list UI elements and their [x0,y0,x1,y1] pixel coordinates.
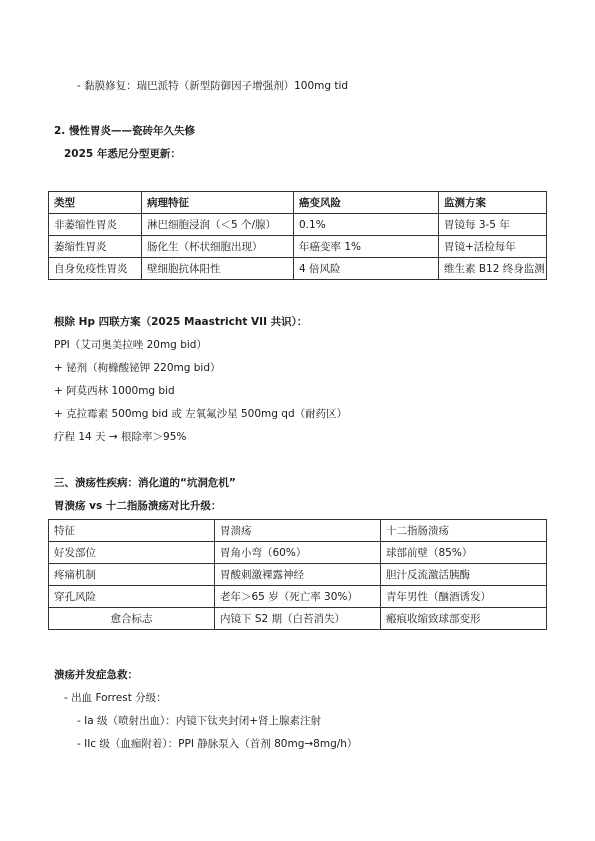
table-cell: 好发部位 [49,542,215,564]
table-cell: 胃镜+活检每年 [439,236,547,258]
table-cell: 胃酸刺激裸露神经 [215,564,381,586]
hp-course-line: 疗程 14 天 → 根除率＞95% [54,431,187,443]
table-cell: 老年＞65 岁（死亡率 30%） [215,586,381,608]
table-cell: 穿孔风险 [49,586,215,608]
table-cell: 球部前壁（85%） [381,542,547,564]
hp-regimen-item: + 阿莫西林 1000mg bid [54,385,175,397]
table-header-cell: 胃溃疡 [215,520,381,542]
table-cell: 0.1% [294,214,439,236]
table-row [49,564,547,586]
hp-regimen-item: + 铋剂（枸橼酸铋钾 220mg bid） [54,362,221,374]
table-header-cell: 特征 [49,520,215,542]
table-cell: 维生素 B12 终身监测 [439,258,547,280]
emergency-heading: 溃疡并发症急救： [54,669,138,681]
table-cell: 年癌变率 1% [294,236,439,258]
table-cell: 肠化生（杯状细胞出现） [142,236,294,258]
table-cell: 自身免疫性胃炎 [49,258,142,280]
table-cell: 淋巴细胞浸润（＜5 个/腺） [142,214,294,236]
hp-regimen-item: + 克拉霉素 500mg bid 或 左氧氟沙星 500mg qd（耐药区） [54,408,348,420]
table-cell: 瘢痕收缩致球部变形 [381,608,547,630]
section2-heading: 2. 慢性胃炎——瓷砖年久失修 [54,125,195,137]
table-header-cell: 类型 [49,192,142,214]
gastritis-table [48,191,547,280]
table-header-cell: 病理特征 [142,192,294,214]
table-cell: 愈合标志 [49,608,215,630]
table-cell: 疼痛机制 [49,564,215,586]
table-cell: 萎缩性胃炎 [49,236,142,258]
forrest-grade-item: - Ia 级（喷射出血）：内镜下钛夹封闭+肾上腺素注射 [77,715,322,727]
table-cell: 非萎缩性胃炎 [49,214,142,236]
table-cell: 胃镜每 3-5 年 [439,214,547,236]
table-cell: 壁细胞抗体阳性 [142,258,294,280]
hp-regimen-item: PPI（艾司奥美拉唑 20mg bid） [54,339,207,351]
table-cell: 胆汁反流激活胰酶 [381,564,547,586]
section3-heading: 三、溃疡性疾病：消化道的“坑洞危机” [54,477,236,489]
section2-subheading: 2025 年悉尼分型更新： [64,148,181,160]
forrest-grade-item: - IIc 级（血痂附着）：PPI 静脉泵入（首剂 80mg→8mg/h） [77,738,358,750]
ulcer-comparison-table [48,519,547,630]
table-header-cell: 十二指肠溃疡 [381,520,547,542]
hp-regimen-heading: 根除 Hp 四联方案（2025 Maastricht VII 共识）： [54,316,308,328]
table-row [49,236,547,258]
table-header-cell: 癌变风险 [294,192,439,214]
table-row [49,258,547,280]
section3-subheading: 胃溃疡 vs 十二指肠溃疡对比升级： [54,500,222,512]
table-cell: 内镜下 S2 期（白苔消失） [215,608,381,630]
table-row [49,542,547,564]
table-row [49,214,547,236]
table-row [49,608,547,630]
table-cell: 青年男性（酗酒诱发） [381,586,547,608]
table-header-row [49,192,547,214]
table-cell: 4 倍风险 [294,258,439,280]
table-row [49,586,547,608]
table-header-cell: 监测方案 [439,192,547,214]
bleeding-item: - 出血 Forrest 分级： [64,692,167,704]
mucosal-repair-item: - 黏膜修复：瑞巴派特（新型防御因子增强剂）100mg tid [77,80,349,92]
table-header-row [49,520,547,542]
table-cell: 胃角小弯（60%） [215,542,381,564]
